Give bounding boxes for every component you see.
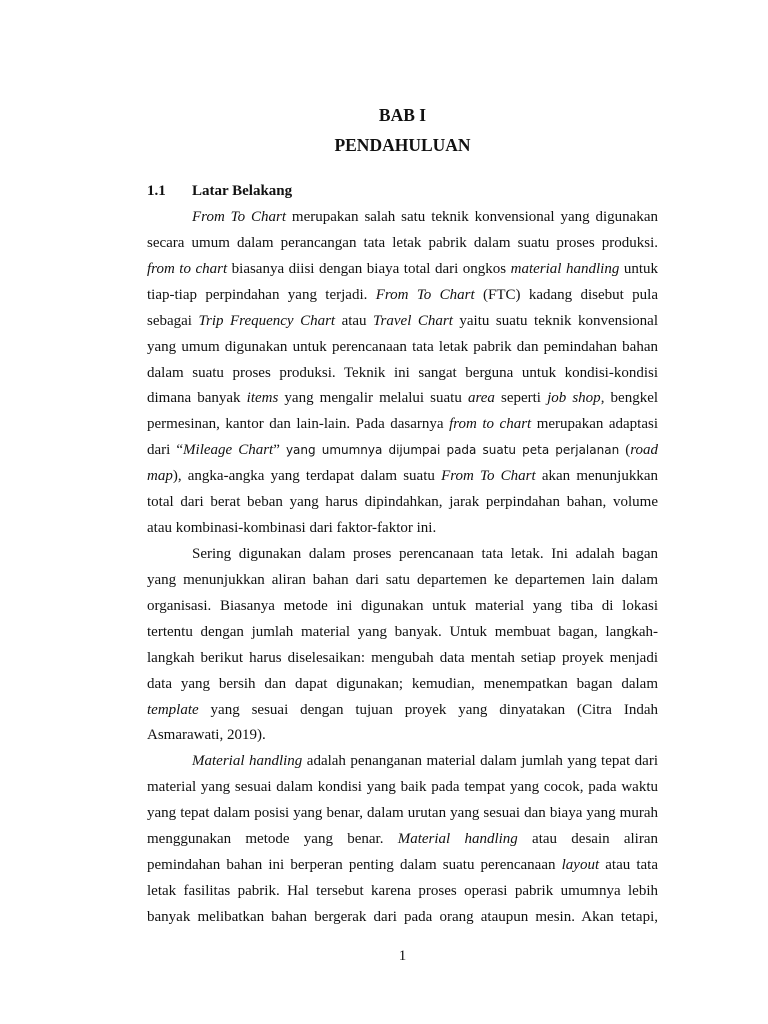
italic-term: material handling (510, 260, 620, 277)
italic-term: layout (561, 857, 600, 874)
text-run: yaitu suatu teknik konvensional (452, 312, 658, 329)
body-line (147, 542, 658, 568)
body-line (147, 879, 658, 905)
body-line (147, 646, 658, 672)
body-line (147, 490, 658, 516)
body-line (147, 205, 658, 231)
body-line (147, 620, 658, 646)
body-line (147, 464, 658, 490)
italic-term: area (467, 390, 495, 407)
text-run: organisasi. Biasanya metode ini digunakan untuk material yang tiba di lokasi (147, 597, 658, 614)
section-heading (147, 179, 658, 205)
text-run: yang mengalir melalui suatu (278, 390, 468, 407)
page-number: 1 (398, 948, 407, 964)
text-run: Sering digunakan dalam proses perencanaan tata letak. Ini adalah bagan (192, 545, 658, 562)
italic-term: From To Chart (192, 209, 287, 225)
italic-term: Travel Chart (373, 312, 453, 329)
chapter-number: BAB I (378, 105, 427, 125)
body-line (147, 749, 658, 775)
body-line (147, 309, 658, 335)
text-run: total dari berat beban yang harus dipindahkan, jarak perpindahan bahan, volume (147, 494, 658, 511)
text-run: seperti (494, 390, 548, 407)
text-run: material yang sesuai dalam kondisi yang baik pada tempat yang cocok, pada waktu (147, 779, 658, 796)
text-run: biasanya diisi dengan biaya total dari ongkos (227, 260, 511, 277)
text-run: atau (335, 312, 374, 329)
text-run: ” (273, 442, 286, 459)
text-run: Asmarawati, 2019). (147, 727, 266, 744)
text-run: akan menunjukkan (535, 468, 658, 485)
body-line (147, 361, 658, 387)
italic-term: map (147, 468, 173, 485)
text-run: dimana banyak (147, 390, 247, 407)
text-run: sebagai (147, 312, 199, 329)
text-run: letak fasilitas pabrik. Hal tersebut karena proses operasi pabrik umumnya lebih (147, 882, 658, 899)
italic-term: Material handling (397, 831, 518, 848)
body-line (147, 905, 658, 931)
body-line (147, 568, 658, 594)
text-run: merupakan adaptasi (531, 416, 659, 433)
paragraph (147, 749, 658, 930)
text-run: ( (619, 442, 631, 459)
italic-term: template (147, 701, 199, 718)
italic-term: from to chart (449, 416, 532, 433)
text-run: yang menunjukkan aliran bahan dari satu departemen ke departemen lain dalam (147, 571, 658, 588)
text-run: data yang bersih dan dapat digunakan; kemudian, menempatkan bagan dalam (147, 675, 658, 692)
text-run: dalam suatu proses produksi. Teknik ini sangat berguna untuk kondisi-kondisi (147, 364, 658, 381)
body-line (147, 257, 658, 283)
body-line (147, 775, 658, 801)
section-number: 1.1 (147, 183, 166, 199)
italic-term: From To Chart (441, 468, 536, 485)
text-run: menggunakan metode yang benar. (147, 831, 398, 848)
text-run: atau desain aliran (517, 831, 659, 848)
italic-term: From To Chart (375, 286, 475, 303)
italic-term: items (246, 390, 279, 407)
body-line (147, 283, 658, 309)
text-run: atau tata (599, 857, 658, 874)
italic-term: job shop (547, 390, 601, 407)
text-run: merupakan salah satu teknik konvensional yang digunakan (286, 209, 658, 225)
body-line (147, 853, 658, 879)
body-line (147, 723, 658, 749)
text-run: tiap-tiap perpindahan yang terjadi. (147, 286, 376, 303)
text-run: yang tepat dalam posisi yang benar, dalam urutan yang sesuai dan biaya yang murah (147, 805, 658, 822)
text-run: yang sesuai dengan tujuan proyek yang dinyatakan (Citra Indah (198, 701, 658, 718)
body-line (147, 516, 658, 542)
text-run: untuk (619, 260, 659, 277)
paragraph (147, 205, 658, 542)
text-run: langkah berikut harus diselesaikan: mengubah data mentah setiap proyek menjadi (147, 649, 658, 666)
italic-term: from to chart (147, 260, 228, 277)
body-line (147, 386, 658, 412)
text-run: adalah penanganan material dalam jumlah yang tepat dari (302, 753, 658, 770)
body-line (147, 672, 658, 698)
body-line (147, 438, 658, 464)
text-run: yang umum digunakan untuk perencanaan tata letak pabrik dan pemindahan bahan (147, 338, 658, 355)
body-line (147, 335, 658, 361)
body-line (147, 698, 658, 724)
body-line (147, 412, 658, 438)
chapter-title: PENDAHULUAN (334, 135, 471, 155)
body-line (147, 594, 658, 620)
text-run: tertentu dengan jumlah material yang banyak. Untuk membuat bagan, langkah- (147, 623, 658, 640)
text-run: , bengkel (600, 390, 659, 407)
text-run: atau kombinasi-kombinasi dari faktor-faktor ini. (147, 520, 437, 537)
paragraph (147, 542, 658, 749)
text-run: ), angka-angka yang terdapat dalam suatu (172, 468, 442, 485)
body-line (147, 827, 658, 853)
body-line (147, 801, 658, 827)
body-text (147, 205, 658, 931)
text-run: banyak melibatkan bahan bergerak dari pada orang ataupun mesin. Akan tetapi, (147, 908, 658, 925)
italic-term: Trip Frequency Chart (198, 312, 336, 329)
text-run: secara umum dalam perancangan tata letak pabrik dalam suatu proses produksi. (147, 234, 658, 251)
text-run: (FTC) kadang disebut pula (474, 286, 658, 303)
italic-term: road (630, 442, 659, 459)
section-title: Latar Belakang (192, 183, 293, 199)
italic-term: Material handling (192, 753, 303, 770)
text-run: permesinan, kantor dan lain-lain. Pada dasarnya (147, 416, 450, 433)
text-run-alt-font: yang umumnya dijumpai pada suatu peta perjalanan (285, 443, 620, 458)
italic-term: Mileage Chart (183, 442, 274, 459)
text-run: pemindahan bahan ini berperan penting dalam suatu perencanaan (147, 857, 562, 874)
text-run: dari “ (147, 442, 184, 459)
body-line (147, 231, 658, 257)
